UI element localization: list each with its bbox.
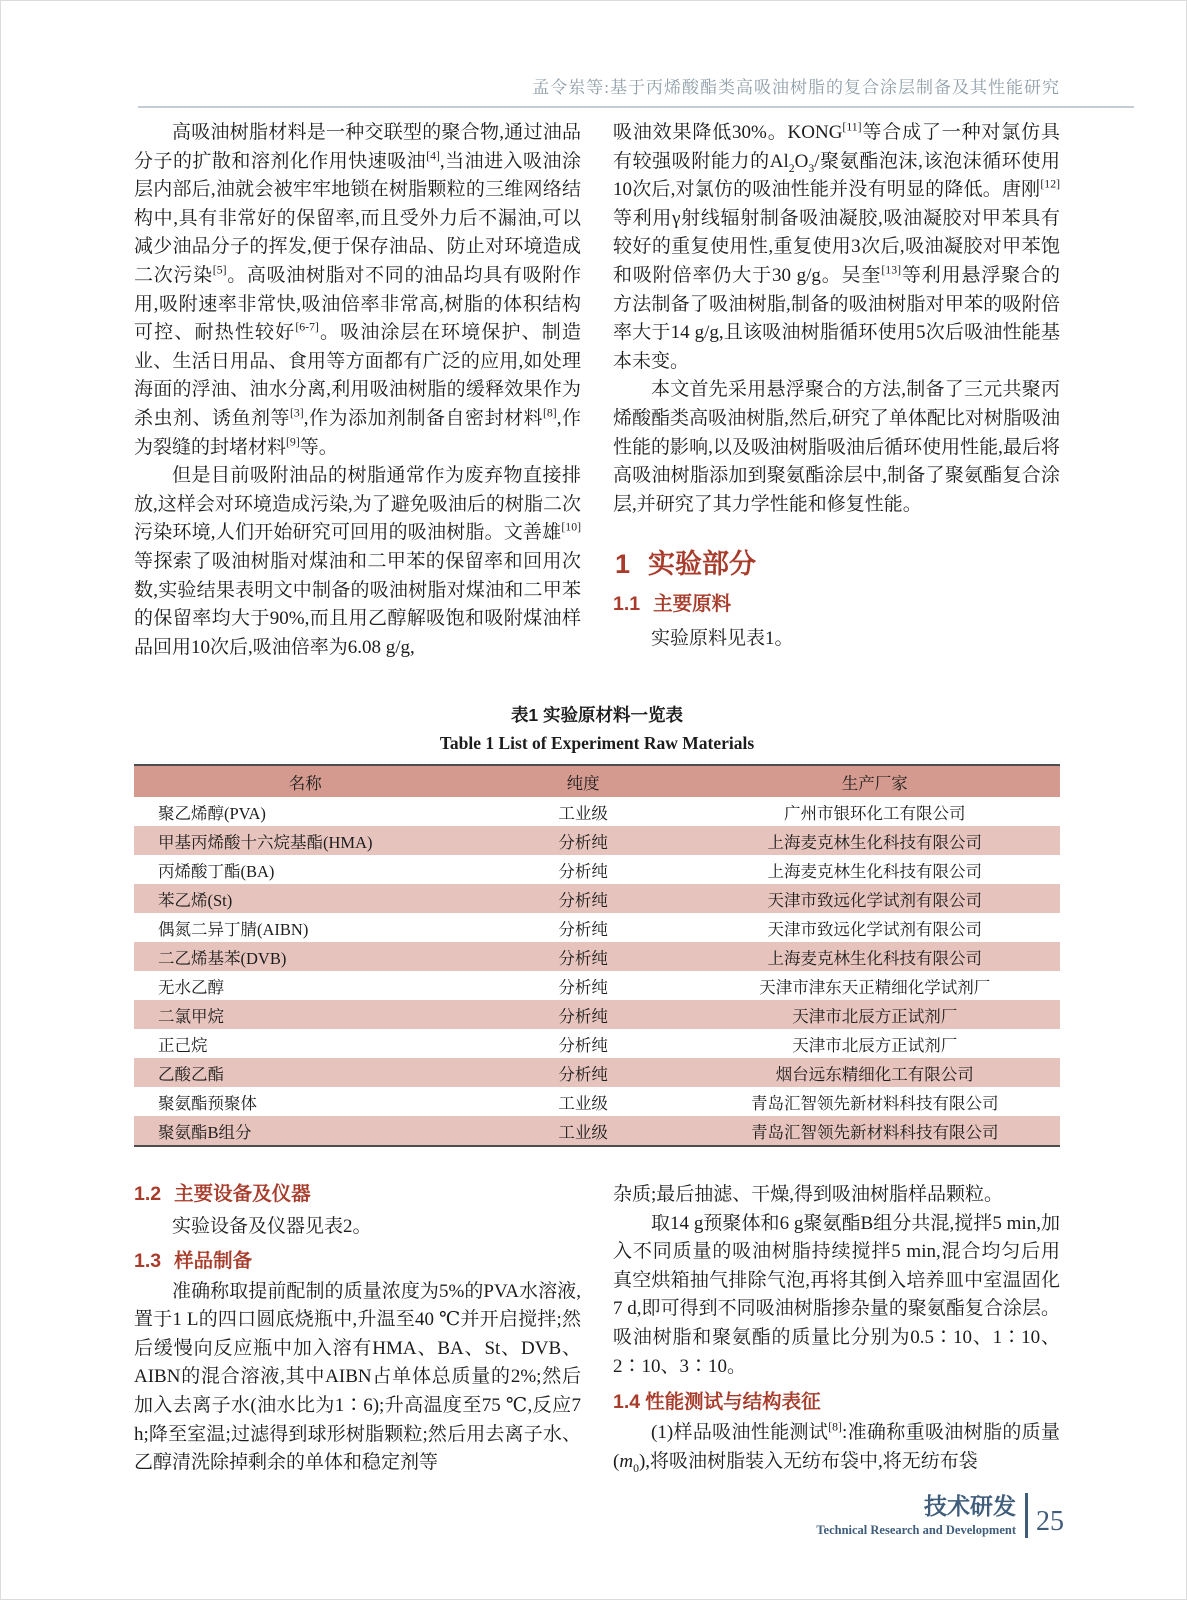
cell-purity: 分析纯 (558, 1035, 608, 1055)
cell-name: 聚氨酯B组分 (158, 1122, 252, 1142)
column-header-name: 名称 (134, 765, 477, 797)
cell-manufacturer: 烟台远东精细化工有限公司 (775, 1064, 974, 1084)
cell-manufacturer: 天津市致远化学试剂有限公司 (767, 890, 983, 910)
cell-manufacturer: 上海麦克林生化科技有限公司 (767, 861, 983, 881)
table-row (134, 971, 1060, 1000)
section-number: 1.2 (134, 1183, 162, 1205)
cell-name: 偶氮二异丁腈(AIBN) (158, 919, 309, 939)
section-heading-1-3 (134, 1248, 581, 1274)
cell-name: 聚乙烯醇(PVA) (158, 803, 266, 823)
cell-manufacturer: 上海麦克林生化科技有限公司 (767, 948, 983, 968)
cell-name: 乙酸乙酯 (158, 1064, 224, 1084)
table-row (134, 942, 1060, 971)
table-row (134, 1000, 1060, 1029)
column-header-purity: 纯度 (477, 765, 690, 797)
section-number: 1.1 (613, 593, 641, 616)
bottom-columns (134, 1181, 1060, 1478)
table-row (134, 855, 1060, 884)
header-rule (138, 106, 1134, 108)
table-row (134, 826, 1060, 855)
section-heading-1-2 (134, 1181, 581, 1207)
materials-table (134, 764, 1060, 1147)
paragraph-see-table1: 实验原料见表1。 (651, 628, 794, 650)
paragraph-see-table2: 实验设备及仪器见表2。 (172, 1216, 372, 1237)
section-heading-1 (615, 547, 1060, 581)
table-row (134, 1029, 1060, 1058)
section-heading-1-1 (613, 591, 1060, 617)
table1-title-cn: 表1 实验原材料一览表 (510, 705, 684, 725)
cell-purity: 分析纯 (558, 861, 608, 881)
section-title: 实验部分 (648, 549, 757, 580)
section-heading-1-4 (613, 1389, 1060, 1415)
table-row (134, 1058, 1060, 1087)
section-number: 1.4 (613, 1391, 641, 1414)
table-row (134, 1116, 1060, 1146)
cell-purity: 工业级 (558, 1093, 608, 1113)
cell-manufacturer: 天津市津东天正精细化学试剂厂 (759, 977, 991, 997)
section-title: 主要设备及仪器 (174, 1183, 311, 1205)
paragraph-intro-1: 高吸油树脂材料是一种交联型的聚合物,通过油品分子的扩散和溶剂化作用快速吸油[4],当油进入吸油涂层内部后,油就会被牢牢地锁在树脂颗粒的三维网络结构中,具有非常好的保留率,而且受外力后不漏油,可以减少油品分子的挥发,便于保存油品、防止对环境造成二次污染[5]。高吸油树脂对不同的油品均具有吸附作用,吸附速率非常快,吸油倍率非常高,树脂的体积结构可控、耐热性较好[6-7]。吸油涂层在环境保护、制造业、生活日用品、食用等方面都有广泛的应用,如处理海面的浮油、油水分离,利用吸油树脂的缓释效果作为杀虫剂、诱鱼剂等[3],作为添加剂制备自密封材料[8],作为裂缝的封堵材料[9]等。 (134, 122, 581, 458)
cell-name: 二乙烯基苯(DVB) (158, 948, 287, 968)
table1-title-en: Table 1 List of Experiment Raw Materials (439, 733, 755, 753)
cell-name: 无水乙醇 (158, 977, 224, 997)
table-header-row (134, 765, 1060, 797)
paragraph-intro-3: 吸油效果降低30%。KONG[11]等合成了一种对氯仿具有较强吸附能力的$Al_2O_3/$聚氨酯泡沫,该泡沫循环使用10次后,对氯仿的吸油性能并没有明显的降低。唐刚[12]等利用γ射线辐射制备吸油凝胶,吸油凝胶对甲苯具有较好的重复使用性,重复使用3次后,吸油凝胶对甲苯饱和吸附倍率仍大于30 g/g。吴奎[13]等利用悬浮聚合的方法制备了吸油树脂,制备的吸油树脂对甲苯的吸附倍率大于14 g/g,且该吸油树脂循环使用5次后吸油性能基本未变。 (613, 120, 1060, 372)
paragraph-sample-prep-cont: 杂质;最后抽滤、干燥,得到吸油树脂样品颗粒。 (613, 1184, 1004, 1205)
cell-manufacturer: 天津市北辰方正试剂厂 (792, 1006, 958, 1026)
page-footer (816, 1493, 1064, 1538)
section-title: 主要原料 (653, 593, 732, 616)
cell-name: 聚氨酯预聚体 (158, 1093, 257, 1113)
section-title: 性能测试与结构表征 (645, 1391, 821, 1414)
cell-name: 丙烯酸丁酯(BA) (158, 861, 275, 881)
section-number: 1.3 (134, 1249, 162, 1272)
cell-purity: 分析纯 (558, 890, 608, 910)
table-row (134, 884, 1060, 913)
table1-block (134, 703, 1060, 1147)
cell-purity: 工业级 (558, 803, 608, 823)
cell-manufacturer: 广州市银环化工有限公司 (784, 803, 966, 823)
cell-purity: 分析纯 (558, 919, 608, 939)
cell-manufacturer: 青岛汇智领先新材料科技有限公司 (751, 1093, 999, 1113)
left-column-bottom (134, 1181, 581, 1478)
cell-name: 二氯甲烷 (158, 1006, 224, 1026)
right-column-top (613, 119, 1060, 662)
cell-purity: 分析纯 (558, 977, 608, 997)
cell-manufacturer: 青岛汇智领先新材料科技有限公司 (751, 1122, 999, 1142)
right-column-bottom (613, 1181, 1060, 1478)
cell-name: 甲基丙烯酸十六烷基酯(HMA) (158, 832, 373, 852)
footer-section-en: Technical Research and Development (816, 1523, 1016, 1537)
column-header-manufacturer: 生产厂家 (690, 765, 1060, 797)
left-column-top (134, 119, 581, 662)
cell-purity: 分析纯 (558, 948, 608, 968)
section-title: 样品制备 (174, 1249, 253, 1272)
cell-name: 正己烷 (158, 1035, 208, 1055)
paragraph-sample-prep: 准确称取提前配制的质量浓度为5%的PVA水溶液,置于1 L的四口圆底烧瓶中,升温至40 ℃并开启搅拌;然后缓慢向反应瓶中加入溶有HMA、BA、St、DVB、AIBN的混合溶液,其中AIBN占单体总质量的2%;然后加入去离子水(油水比为1∶6);升高温度至75 ℃,反应7 h;降至室温;过滤得到球形树脂颗粒;然后用去离子水、乙醇清洗除掉剩余的单体和稳定剂等 (134, 1280, 581, 1474)
table-row (134, 913, 1060, 942)
cell-purity: 分析纯 (558, 832, 608, 852)
cell-manufacturer: 天津市北辰方正试剂厂 (792, 1035, 958, 1055)
section-number: 1 (615, 549, 631, 580)
running-header-title: 孟令岽等:基于丙烯酸酯类高吸油树脂的复合涂层制备及其性能研究 (532, 78, 1060, 97)
table-row (134, 1087, 1060, 1116)
footer-section-labels (816, 1493, 1025, 1538)
paragraph-intro-2: 但是目前吸附油品的树脂通常作为废弃物直接排放,这样会对环境造成污染,为了避免吸油后的树脂二次污染环境,人们开始研究可回用的吸油树脂。文善雄[10]等探索了吸油树脂对煤油和二甲苯的保留率和回用次数,实验结果表明文中制备的吸油树脂对煤油和二甲苯的保留率均大于90%,而且用乙醇解吸饱和吸附煤油样品回用10次后,吸油倍率为6.08 g/g, (134, 465, 581, 658)
footer-section-cn: 技术研发 (924, 1493, 1016, 1519)
cell-purity: 分析纯 (558, 1064, 608, 1084)
top-columns (134, 119, 1060, 662)
cell-name: 苯乙烯(St) (158, 890, 233, 910)
cell-purity: 分析纯 (558, 1006, 608, 1026)
table-body (134, 797, 1060, 1146)
table-row (134, 797, 1060, 826)
cell-manufacturer: 天津市致远化学试剂有限公司 (767, 919, 983, 939)
paragraph-oil-absorb-test: (1)样品吸油性能测试[8]:准确称重吸油树脂的质量$(m_0)$,将吸油树脂装入无纺布袋中,将无纺布袋 (613, 1420, 1061, 1475)
paragraph-coating-prep: 取14 g预聚体和6 g聚氨酯B组分共混,搅拌5 min,加入不同质量的吸油树脂持续搅拌5 min,混合均匀后用真空烘箱抽气排除气泡,再将其倒入培养皿中室温固化7 d,即可得到不同吸油树脂掺杂量的聚氨酯复合涂层。吸油树脂和聚氨酯的质量比分别为0.5∶10、1∶10、2∶10、3∶10。 (613, 1212, 1060, 1377)
paragraph-intro-4: 本文首先采用悬浮聚合的方法,制备了三元共聚丙烯酸酯类高吸油树脂,然后,研究了单体配比对树脂吸油性能的影响,以及吸油树脂吸油后循环使用性能,最后将高吸油树脂添加到聚氨酯涂层中,制备了聚氨酯复合涂层,并研究了其力学性能和修复性能。 (613, 379, 1060, 515)
cell-purity: 工业级 (558, 1122, 608, 1142)
page-number: 25 (1036, 1506, 1064, 1537)
cell-manufacturer: 上海麦克林生化科技有限公司 (767, 832, 983, 852)
